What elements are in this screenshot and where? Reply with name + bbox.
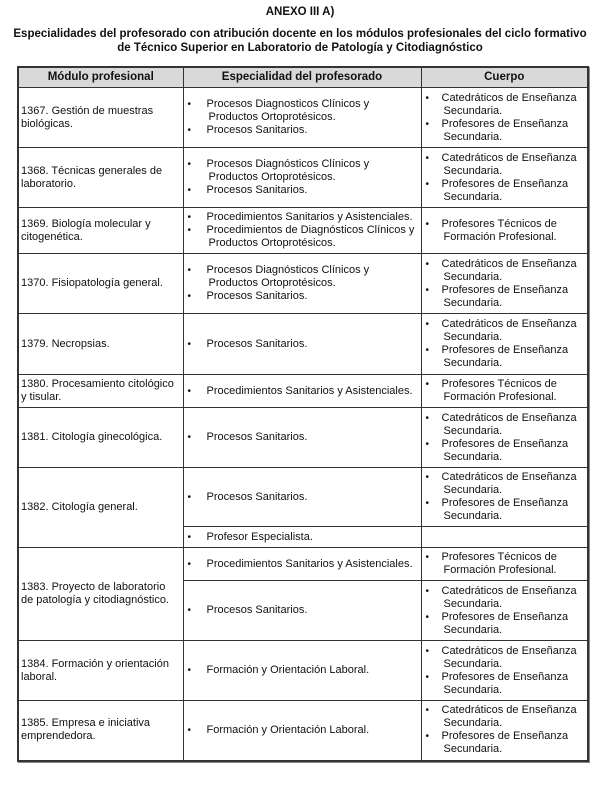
table-row: [18, 208, 588, 254]
module-cell: 1381. Citología ginecológica.: [18, 408, 183, 468]
specialty-item-line: • Procedimientos de Diagnósticos Clínicos y: [206, 224, 415, 236]
specialty-item-line: • Procesos Diagnósticos Clínicos y: [206, 158, 370, 170]
body-item-line: Secundaria.: [443, 164, 503, 177]
body-item-line: Secundaria.: [443, 424, 503, 437]
specialty-item: [186, 431, 419, 444]
specialty-item: [186, 124, 419, 137]
body-item-line: Formación Profesional.: [443, 391, 557, 403]
body-item-line: Secundaria.: [443, 743, 503, 756]
specialty-item: [186, 664, 419, 677]
specialty-item: [186, 604, 419, 617]
specialty-cell: [183, 148, 421, 208]
body-item: [424, 704, 586, 730]
specialty-item: [186, 385, 419, 398]
body-cell: [421, 641, 588, 701]
body-item-line: • Profesores de Enseñanza: [441, 177, 569, 190]
body-item-line: • Profesores Técnicos de: [441, 217, 557, 230]
body-list: [424, 704, 586, 756]
specialty-list: [186, 158, 419, 197]
specialty-item-line: • Procesos Sanitarios.: [206, 604, 308, 616]
body-item: [424, 438, 586, 464]
body-item: [424, 378, 586, 404]
specialty-item: [186, 98, 419, 124]
table-row: [18, 314, 588, 375]
specialty-cell: [183, 527, 421, 548]
body-item-line: • Profesores de Enseñanza: [441, 283, 569, 296]
body-item: [424, 471, 586, 497]
specialty-cell: [183, 408, 421, 468]
body-item: [424, 551, 586, 577]
specialty-list: [186, 664, 419, 677]
specialty-item-line: • Profesor Especialista.: [206, 530, 313, 543]
body-list: [424, 645, 586, 697]
specialty-cell: [183, 641, 421, 701]
body-item: [424, 218, 586, 244]
body-list: [424, 378, 586, 404]
module-cell: 1382. Citología general.: [18, 468, 183, 548]
annex-title: ANEXO III A): [265, 6, 335, 18]
specialty-list: [186, 558, 419, 571]
body-item-line: • Catedráticos de Enseñanza: [441, 257, 577, 270]
table-body: [18, 88, 588, 761]
body-item-line: Secundaria.: [443, 357, 503, 369]
body-item: [424, 258, 586, 284]
specialty-cell: [183, 88, 421, 148]
body-item-line: Secundaria.: [443, 683, 503, 696]
module-cell: 1379. Necropsias.: [18, 314, 183, 375]
column-header-cuerpo: Cuerpo: [421, 67, 588, 88]
body-item-line: Formación Profesional.: [443, 230, 557, 243]
body-cell: [421, 408, 588, 468]
body-cell: [421, 375, 588, 408]
body-cell: [421, 314, 588, 375]
table-row: [18, 548, 588, 581]
body-cell: [421, 468, 588, 527]
teacher-specialties-table: [17, 66, 589, 762]
body-list: [424, 412, 586, 464]
body-item-line: • Profesores de Enseñanza: [441, 117, 569, 130]
body-item-line: • Profesores de Enseñanza: [441, 497, 569, 509]
module-cell: 1370. Fisiopatología general.: [18, 254, 183, 314]
specialty-cell: [183, 314, 421, 375]
specialty-item-line: • Formación y Orientación Laboral.: [206, 664, 370, 676]
specialty-list: [186, 724, 419, 737]
body-list: [424, 258, 586, 310]
body-item-line: • Catedráticos de Enseñanza: [441, 411, 577, 424]
specialty-list: [186, 98, 419, 137]
specialty-item: [186, 338, 419, 351]
table-row: [18, 88, 588, 148]
body-list: [424, 551, 586, 577]
body-list: [424, 152, 586, 204]
body-item-line: Secundaria.: [443, 717, 503, 730]
body-item-line: • Catedráticos de Enseñanza: [441, 584, 577, 597]
body-cell: [421, 701, 588, 761]
column-header-modulo: Módulo profesional: [18, 67, 183, 88]
table-row: [18, 375, 588, 408]
specialty-list: [186, 531, 419, 544]
specialty-item-line: Productos Ortoprotésicos.: [208, 111, 336, 123]
body-item: [424, 497, 586, 523]
body-item: [424, 730, 586, 756]
body-item-line: Secundaria.: [443, 623, 503, 636]
module-cell: 1383. Proyecto de laboratorio de patología y citodiagnóstico.: [18, 548, 183, 641]
specialty-list: [186, 604, 419, 617]
body-item: [424, 152, 586, 178]
table-row: [18, 408, 588, 468]
specialty-item-line: • Procedimientos Sanitarios y Asistenciales.: [206, 557, 413, 570]
body-cell: [421, 148, 588, 208]
module-cell: 1367. Gestión de muestras biológicas.: [18, 88, 183, 148]
column-header-especialidad: Especialidad del profesorado: [183, 67, 421, 88]
body-item-line: • Profesores de Enseñanza: [441, 344, 569, 356]
body-cell: [421, 581, 588, 641]
specialty-item-line: • Procedimientos Sanitarios y Asistenciales.: [206, 211, 413, 223]
specialty-item: [186, 224, 419, 250]
body-item: [424, 318, 586, 344]
specialty-item-line: • Procesos Sanitarios.: [206, 184, 308, 196]
body-item-line: • Catedráticos de Enseñanza: [441, 704, 577, 717]
table-row: [18, 641, 588, 701]
subtitle-line-2: de Técnico Superior en Laboratorio de Patología y Citodiagnóstico: [117, 42, 483, 54]
specialty-list: [186, 385, 419, 398]
body-cell: [421, 88, 588, 148]
specialty-item-line: • Procesos Sanitarios.: [206, 290, 308, 302]
body-list: [424, 471, 586, 523]
body-item-line: Secundaria.: [443, 597, 503, 610]
specialty-cell: [183, 375, 421, 408]
body-list: [424, 585, 586, 637]
module-cell: 1384. Formación y orientación laboral.: [18, 641, 183, 701]
table-row: [18, 701, 588, 761]
body-item-line: • Profesores Técnicos de: [441, 551, 557, 563]
specialty-item-line: • Procesos Sanitarios.: [206, 124, 308, 136]
body-item: [424, 344, 586, 370]
body-item-line: • Catedráticos de Enseñanza: [441, 91, 577, 104]
body-item: [424, 284, 586, 310]
body-item-line: • Catedráticos de Enseñanza: [441, 471, 577, 483]
module-cell: 1368. Técnicas generales de laboratorio.: [18, 148, 183, 208]
specialty-item-line: • Procesos Diagnosticos Clínicos y: [206, 98, 370, 110]
specialty-cell: [183, 701, 421, 761]
specialty-item-line: • Procedimientos Sanitarios y Asistenciales.: [206, 384, 413, 397]
specialty-item-line: Productos Ortoprotésicos.: [208, 171, 336, 183]
body-item-line: Secundaria.: [443, 104, 503, 117]
body-item: [424, 412, 586, 438]
specialty-item-line: • Procesos Sanitarios.: [206, 490, 308, 503]
body-list: [424, 92, 586, 144]
body-item-line: Secundaria.: [443, 130, 503, 143]
body-cell: [421, 548, 588, 581]
module-cell: 1369. Biología molecular y citogenética.: [18, 208, 183, 254]
body-item-line: • Profesores de Enseñanza: [441, 437, 569, 450]
specialty-cell: [183, 254, 421, 314]
table-row: [18, 148, 588, 208]
specialty-item: [186, 531, 419, 544]
specialty-item: [186, 264, 419, 290]
body-item-line: • Profesores de Enseñanza: [441, 670, 569, 683]
body-item-line: Secundaria.: [443, 190, 503, 203]
body-cell: [421, 254, 588, 314]
specialty-item-line: Productos Ortoprotésicos.: [208, 277, 336, 289]
body-item-line: Secundaria.: [443, 510, 503, 522]
body-item: [424, 118, 586, 144]
table-row: [18, 468, 588, 527]
specialty-cell: [183, 548, 421, 581]
body-item: [424, 645, 586, 671]
specialty-item-line: • Procesos Sanitarios.: [206, 431, 308, 443]
specialty-item: [186, 558, 419, 571]
body-item: [424, 671, 586, 697]
body-item-line: Secundaria.: [443, 270, 503, 283]
table-header-row: [18, 67, 588, 88]
specialty-item-line: • Formación y Orientación Laboral.: [206, 723, 370, 736]
body-item-line: • Catedráticos de Enseñanza: [441, 318, 577, 330]
module-cell: 1380. Procesamiento citológico y tisular.: [18, 375, 183, 408]
specialty-item: [186, 158, 419, 184]
specialty-list: [186, 431, 419, 444]
body-item-line: Secundaria.: [443, 657, 503, 670]
body-item: [424, 611, 586, 637]
body-item-line: • Profesores Técnicos de: [441, 378, 557, 390]
body-cell: [421, 208, 588, 254]
specialty-item: [186, 290, 419, 303]
table-row: [18, 254, 588, 314]
specialty-list: [186, 264, 419, 303]
body-item-line: Secundaria.: [443, 450, 503, 463]
specialty-item-line: Productos Ortoprotésicos.: [208, 237, 336, 249]
body-item: [424, 585, 586, 611]
body-list: [424, 318, 586, 370]
subtitle-line-1: Especialidades del profesorado con atribución docente en los módulos profesionales del ciclo formativo: [13, 28, 587, 40]
specialty-item: [186, 491, 419, 504]
specialty-item: [186, 211, 419, 224]
specialty-item: [186, 184, 419, 197]
specialty-cell: [183, 208, 421, 254]
body-item-line: Secundaria.: [443, 296, 503, 309]
body-item-line: • Catedráticos de Enseñanza: [441, 151, 577, 164]
body-item-line: • Profesores de Enseñanza: [441, 610, 569, 623]
body-item-line: Formación Profesional.: [443, 564, 557, 576]
specialty-item-line: • Procesos Diagnósticos Clínicos y: [206, 264, 370, 276]
specialty-cell: [183, 468, 421, 527]
body-cell: [421, 527, 588, 548]
document-subtitle: [0, 27, 600, 55]
body-item: [424, 178, 586, 204]
specialty-item: [186, 724, 419, 737]
body-list: [424, 218, 586, 244]
specialty-cell: [183, 581, 421, 641]
body-item: [424, 92, 586, 118]
specialty-item-line: • Procesos Sanitarios.: [206, 337, 308, 350]
specialty-list: [186, 211, 419, 250]
body-item-line: • Profesores de Enseñanza: [441, 730, 569, 743]
body-item-line: Secundaria.: [443, 331, 503, 343]
body-item-line: Secundaria.: [443, 484, 503, 496]
specialty-list: [186, 338, 419, 351]
specialty-list: [186, 491, 419, 504]
body-item-line: • Catedráticos de Enseñanza: [441, 644, 577, 657]
module-cell: 1385. Empresa e iniciativa emprendedora.: [18, 701, 183, 761]
